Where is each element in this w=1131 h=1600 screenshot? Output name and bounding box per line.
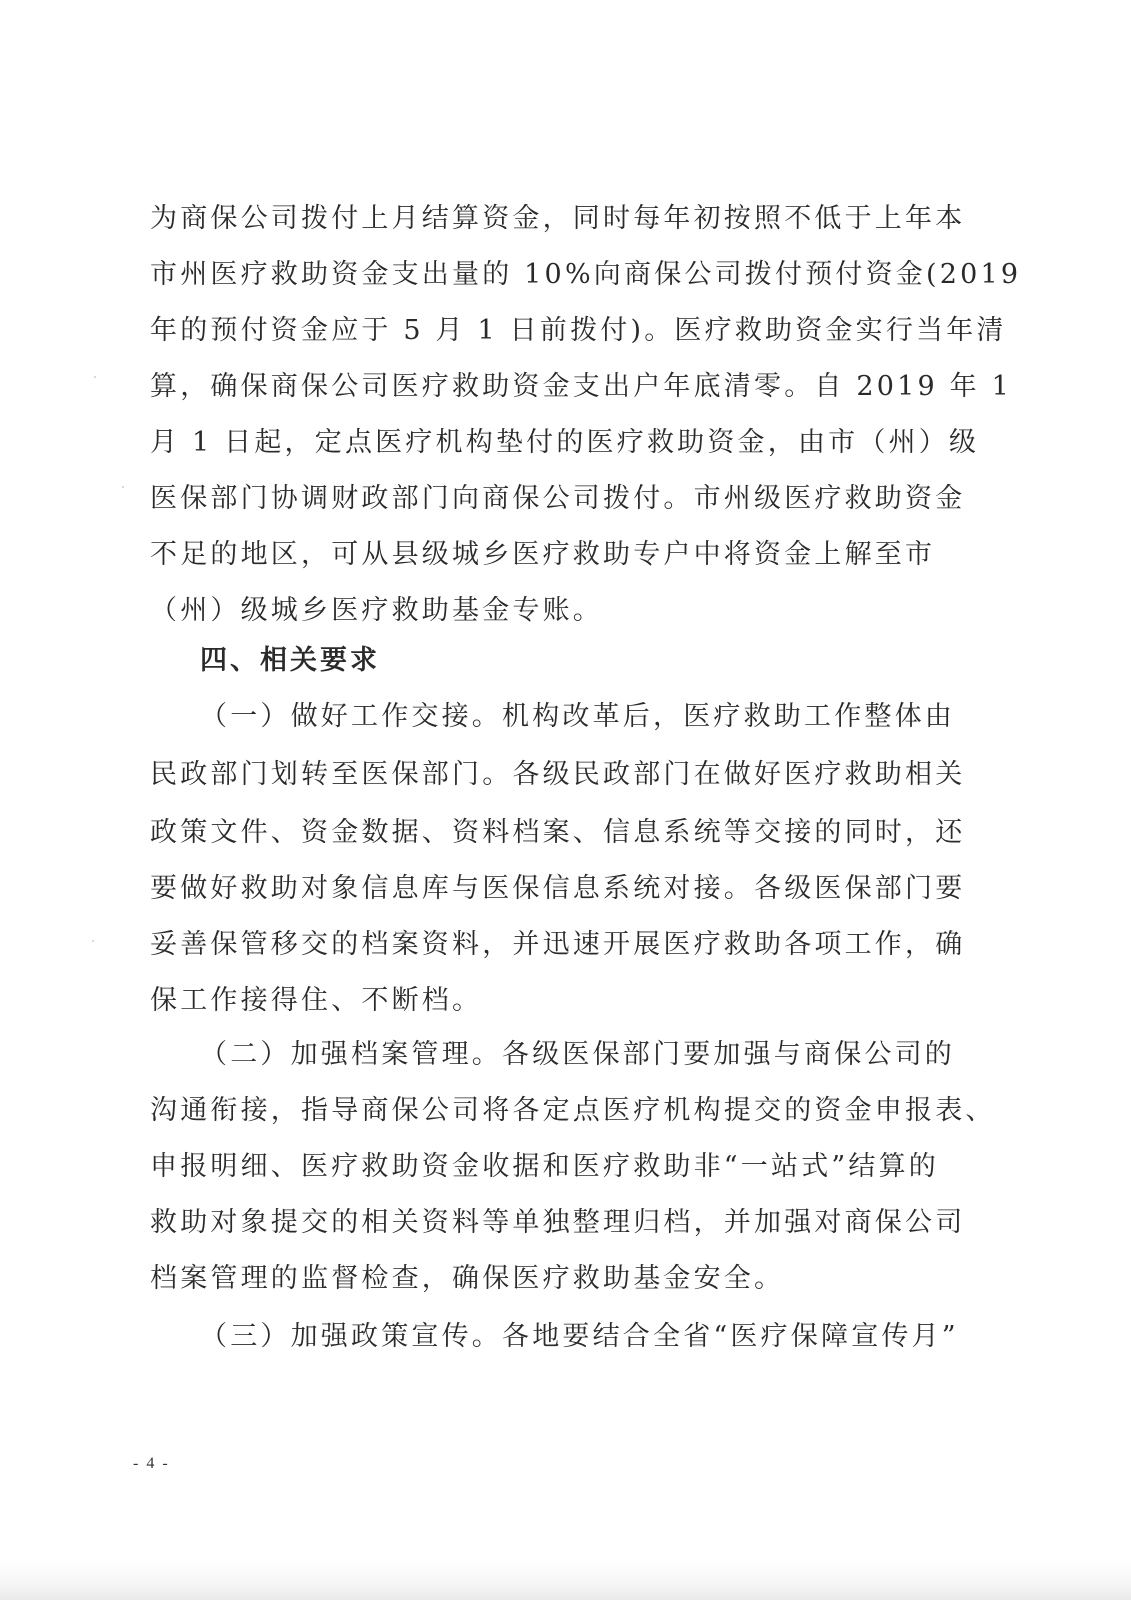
body-line: 不足的地区，可从县级城乡医疗救助专户中将资金上解至市 [150,539,936,570]
body-line: 沟通衔接，指导商保公司将各定点医疗机构提交的资金申报表、 [150,1095,996,1126]
scan-speck [92,940,94,942]
paragraph-first-line: （三）加强政策宣传。各地要结合全省“医疗保障宣传月” [200,1321,959,1352]
body-line: 民政部门划转至医保部门。各级民政部门在做好医疗救助相关 [150,759,966,790]
body-line: 算，确保商保公司医疗救助资金支出户年底清零。自 2019 年 1 [150,371,1013,402]
body-line: 月 1 日起，定点医疗机构垫付的医疗救助资金，由市（州）级 [150,427,980,458]
section-heading: 四、相关要求 [200,645,380,676]
scan-speck [122,486,124,488]
scan-speck [94,376,96,378]
body-line: 申报明细、医疗救助资金收据和医疗救助非“一站式”结算的 [150,1151,940,1182]
body-line: （州）级城乡医疗救助基金专账。 [150,595,603,626]
body-line: 为商保公司拨付上月结算资金，同时每年初按照不低于上年本 [150,203,966,234]
body-line: 妥善保管移交的档案资料，并迅速开展医疗救助各项工作，确 [150,929,966,960]
body-line: 年的预付资金应于 5 月 1 日前拨付)。医疗救助资金实行当年清 [150,315,1007,346]
body-line: 政策文件、资金数据、资料档案、信息系统等交接的同时，还 [150,817,966,848]
body-line: 医保部门协调财政部门向商保公司拨付。市州级医疗救助资金 [150,483,966,514]
body-line: 档案管理的监督检查，确保医疗救助基金安全。 [150,1263,785,1294]
body-line: 救助对象提交的相关资料等单独整理归档，并加强对商保公司 [150,1207,966,1238]
scan-bottom-edge [0,1560,1131,1600]
paragraph-first-line: （二）加强档案管理。各级医保部门要加强与商保公司的 [200,1039,955,1070]
page-number: - 4 - [133,1455,170,1472]
body-line: 保工作接得住、不断档。 [150,985,483,1016]
body-line: 要做好救助对象信息库与医保信息系统对接。各级医保部门要 [150,873,966,904]
body-line: 市州医疗救助资金支出量的 10%向商保公司拨付预付资金(2019 [150,259,1022,290]
paragraph-first-line: （一）做好工作交接。机构改革后，医疗救助工作整体由 [200,701,955,732]
